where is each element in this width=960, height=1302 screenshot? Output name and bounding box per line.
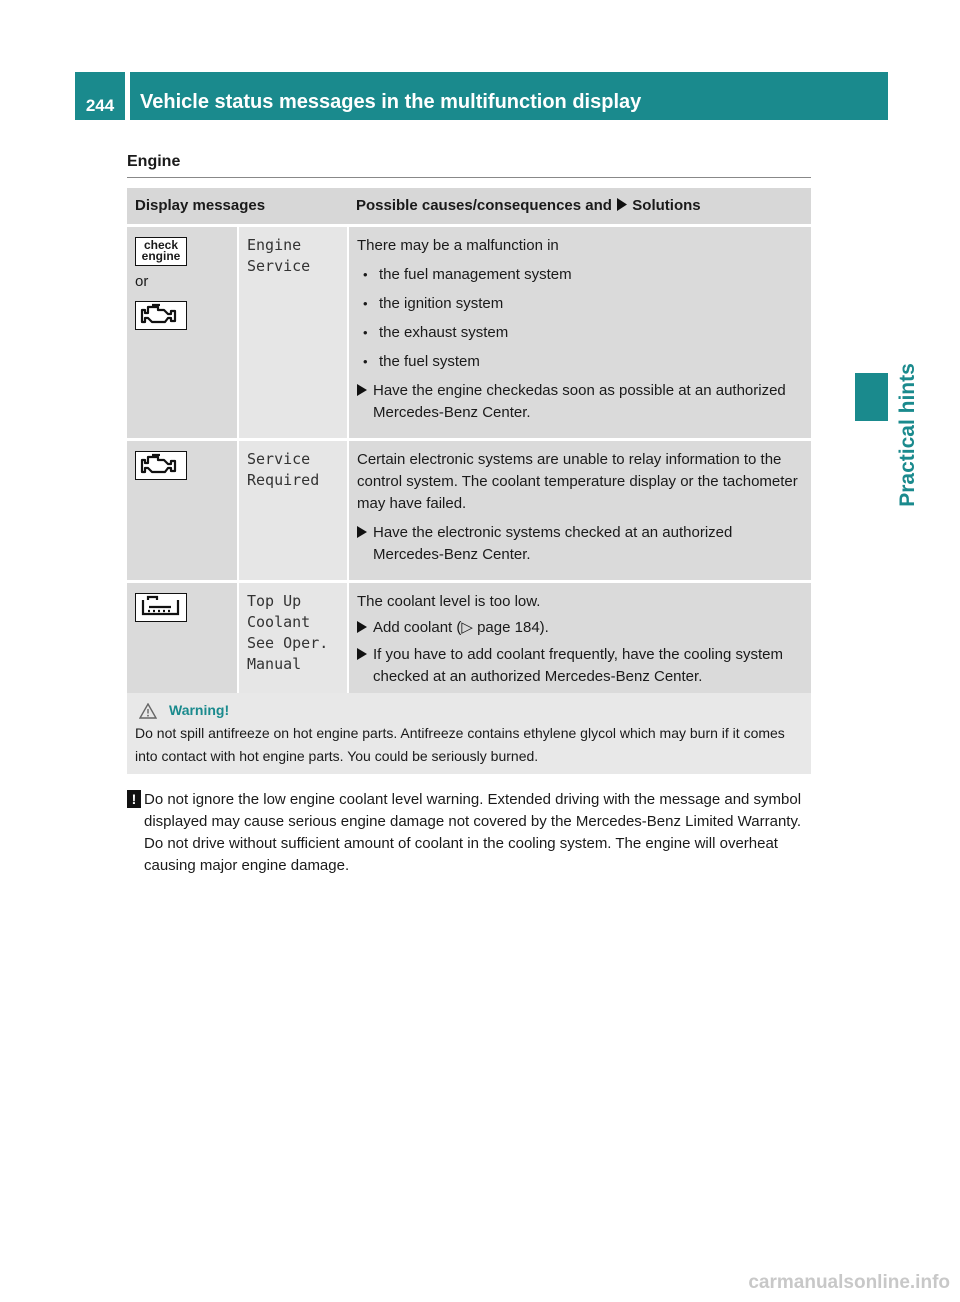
coolant-icon <box>135 593 187 622</box>
warning-text: Do not spill antifreeze on hot engine parts. Antifreeze contains ethylene glycol which may burn if it comes into contact with hot engine parts. You could be seriously burned. <box>135 725 785 764</box>
arrow-right-icon <box>357 384 367 396</box>
warning-header <box>139 699 803 722</box>
action-item: Add coolant (▷ page 184). <box>357 617 803 640</box>
action-item: Have the engine checkedas soon as possible at an authorized Mercedes-Benz Center. <box>357 380 803 424</box>
note-paragraph: Do not drive without sufficient amount of coolant in the cooling system. The engine will overheat causing major engine damage. <box>144 835 778 874</box>
table-row <box>127 226 811 440</box>
col-header-display-messages: Display messages <box>127 188 348 226</box>
footer-watermark: carmanualsonline.info <box>748 1272 950 1293</box>
warning-box <box>127 693 811 774</box>
message-cell <box>238 582 348 703</box>
section-title: Engine <box>127 153 811 178</box>
solution-cell <box>348 440 811 582</box>
message-line: Service <box>247 257 311 275</box>
message-line: Top Up <box>247 592 302 610</box>
message-line: Service <box>247 450 311 468</box>
arrow-right-icon <box>616 198 628 211</box>
note-exclamation-icon: ! <box>127 790 141 808</box>
message-cell <box>238 226 348 440</box>
arrow-right-icon <box>357 621 367 633</box>
action-item: Have the electronic systems checked at an authorized Mercedes-Benz Center. <box>357 522 803 566</box>
engine-icon <box>135 301 187 330</box>
engine-icon <box>135 451 187 480</box>
arrow-right-icon <box>357 648 367 660</box>
page-number: 244 <box>75 72 125 120</box>
list-item: • the exhaust system <box>363 324 509 341</box>
col-header-solutions <box>348 188 811 226</box>
table-row <box>127 582 811 703</box>
message-line: See Oper. <box>247 634 329 652</box>
side-label: Practical hints <box>896 363 919 507</box>
check-engine-icon-text-1: check <box>143 238 179 252</box>
col-header-causes-label: Possible causes/consequences and <box>356 197 617 214</box>
check-engine-icon <box>135 237 187 266</box>
icon-cell <box>127 226 238 440</box>
solution-cell <box>348 582 811 703</box>
solution-cell <box>348 226 811 440</box>
col-header-solutions-label: Solutions <box>628 197 701 214</box>
list-item: • the ignition system <box>363 295 504 312</box>
icon-cell <box>127 582 238 703</box>
list-item: • the fuel management system <box>363 266 572 283</box>
message-line: Coolant <box>247 613 311 631</box>
message-cell <box>238 440 348 582</box>
solution-intro: Certain electronic systems are unable to relay information to the control system. The coolant temperature display or the tachometer may have failed. <box>357 451 798 512</box>
messages-table <box>127 188 811 702</box>
note-paragraph: Do not ignore the low engine coolant level warning. Extended driving with the message and symbol displayed may cause serious engine damage not covered by the Mercedes-Benz Limited Warranty. <box>144 791 802 830</box>
arrow-right-icon <box>357 526 367 538</box>
list-item: • the fuel system <box>363 353 480 370</box>
check-engine-icon-text-2: engine <box>141 249 181 263</box>
solution-intro: There may be a malfunction in <box>357 237 559 254</box>
solution-intro: The coolant level is too low. <box>357 593 541 610</box>
side-label-container <box>888 250 928 620</box>
action-item: If you have to add coolant frequently, have the cooling system checked at an authorized Mercedes-Benz Center. <box>357 644 803 688</box>
icon-cell <box>127 440 238 582</box>
table-row <box>127 440 811 582</box>
or-label: or <box>135 273 149 290</box>
table-header-row <box>127 188 811 226</box>
message-line: Engine <box>247 236 302 254</box>
message-line: Manual <box>247 655 302 673</box>
warning-title: Warning! <box>169 702 230 718</box>
message-line: Required <box>247 471 320 489</box>
side-tab-marker <box>855 373 888 421</box>
note-block <box>127 789 817 877</box>
warning-triangle-icon <box>139 703 157 719</box>
page-header-title: Vehicle status messages in the multifunction display <box>130 72 888 120</box>
